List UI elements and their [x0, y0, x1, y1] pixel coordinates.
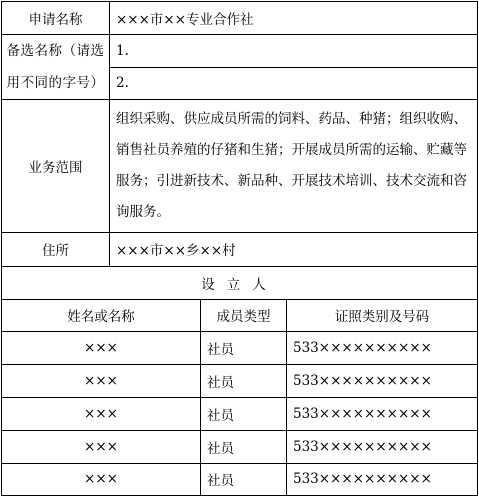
founder-member-type: 社员: [201, 364, 287, 397]
alt-names-label: 备选名称（请选用不同的字号）: [2, 35, 110, 100]
address-label: 住所: [2, 233, 110, 266]
founder-license: 533××××××××××: [287, 463, 478, 495]
address-value: ×××市××乡××村: [110, 233, 478, 266]
address-row: [2, 233, 478, 266]
scope-label: 业务范围: [2, 100, 110, 233]
alt-name-2: 2.: [110, 67, 478, 100]
table-row: [2, 364, 478, 397]
alt-name-row-1: [2, 35, 478, 68]
name-label: 申请名称: [2, 2, 110, 35]
scope-value: 组织采购、供应成员所需的饲料、药品、种猪；组织收购、销售社员养殖的仔猪和生猪；开展成员所需的运输、贮藏等服务；引进新技术、新品种、开展技术培训、技术交流和咨询服务。: [110, 100, 478, 233]
alt-name-1: 1.: [110, 35, 478, 68]
founder-license: 533××××××××××: [287, 364, 478, 397]
founder-name: ×××: [2, 331, 201, 364]
founder-license: 533××××××××××: [287, 331, 478, 364]
founder-name: ×××: [2, 397, 201, 430]
founder-license: 533××××××××××: [287, 397, 478, 430]
founders-header-row: [2, 299, 478, 331]
section-title-row: [2, 266, 478, 299]
founders-section-title: 设立人: [2, 266, 478, 299]
founder-license: 533××××××××××: [287, 430, 478, 463]
founder-member-type: 社员: [201, 463, 287, 495]
column-header-license: 证照类别及号码: [287, 299, 478, 331]
founder-name: ×××: [2, 430, 201, 463]
registration-form: [1, 1, 478, 496]
table-row: [2, 331, 478, 364]
founder-member-type: 社员: [201, 331, 287, 364]
founder-member-type: 社员: [201, 430, 287, 463]
scope-row: [2, 100, 478, 233]
table-row: [2, 430, 478, 463]
table-row: [2, 463, 478, 495]
column-header-member-type: 成员类型: [201, 299, 287, 331]
founder-member-type: 社员: [201, 397, 287, 430]
name-value: ×××市××专业合作社: [110, 2, 478, 35]
table-row: [2, 397, 478, 430]
founder-name: ×××: [2, 463, 201, 495]
column-header-name: 姓名或名称: [2, 299, 201, 331]
founder-name: ×××: [2, 364, 201, 397]
name-row: [2, 2, 478, 35]
